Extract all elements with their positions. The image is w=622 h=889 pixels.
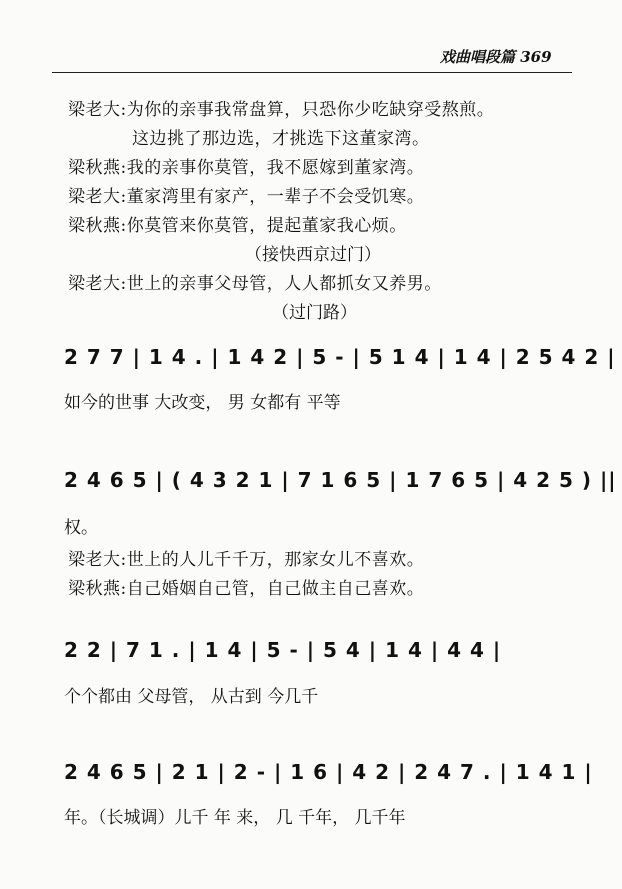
notation-line: 2 2 | 7 1 . | 1 4 | 5 - | 5 4 | 1 4 | 4 4 |	[64, 638, 502, 662]
dialogue-line: 梁老大:董家湾里有家产，一辈子不会受饥寒。	[68, 187, 425, 207]
header-rule	[52, 72, 572, 73]
dialogue-line: 梁老大:为你的亲事我常盘算，只恐你少吃缺穿受熬煎。	[68, 100, 495, 120]
dialogue-line: 梁秋燕:我的亲事你莫管，我不愿嫁到董家湾。	[68, 158, 425, 178]
lyric-line: 个个都由 父母管， 从古到 今几千	[64, 687, 319, 707]
notation-line: 2 4 6 5 | 2 1 | 2 - | 1 6 | 4 2 | 2 4 7 . | 1 4 1 |	[64, 760, 593, 784]
lyric-line: 如今的世事 大改变， 男 女都有 平等	[64, 393, 341, 413]
lyric-line: 权。	[64, 518, 98, 538]
header-title: 戏曲唱段篇 369	[440, 48, 552, 66]
dialogue-line: 梁老大:世上的人儿千千万，那家女儿不喜欢。	[68, 550, 425, 570]
stage-direction: （接快西京过门）	[245, 245, 381, 265]
notation-line: 2 4 6 5 | ( 4 3 2 1 | 7 1 6 5 | 1 7 6 5 | 4 2 5 ) ||	[64, 468, 617, 492]
notation-line: 2 7 7 | 1 4 . | 1 4 2 | 5 - | 5 1 4 | 1 4 | 2 5 4 2 |	[64, 345, 616, 369]
dialogue-line: 梁老大:世上的亲事父母管，人人都抓女又养男。	[68, 274, 442, 294]
lyric-line: 年。（长城调）儿千 年 来， 几 千年， 几千年	[64, 808, 406, 828]
dialogue-line: 这边挑了那边选，才挑选下这董家湾。	[132, 129, 430, 149]
stage-direction: （过门路）	[272, 303, 357, 323]
dialogue-line: 梁秋燕:自己婚姻自己管，自己做主自己喜欢。	[68, 579, 425, 599]
dialogue-line: 梁秋燕:你莫管来你莫管，提起董家我心烦。	[68, 216, 407, 236]
